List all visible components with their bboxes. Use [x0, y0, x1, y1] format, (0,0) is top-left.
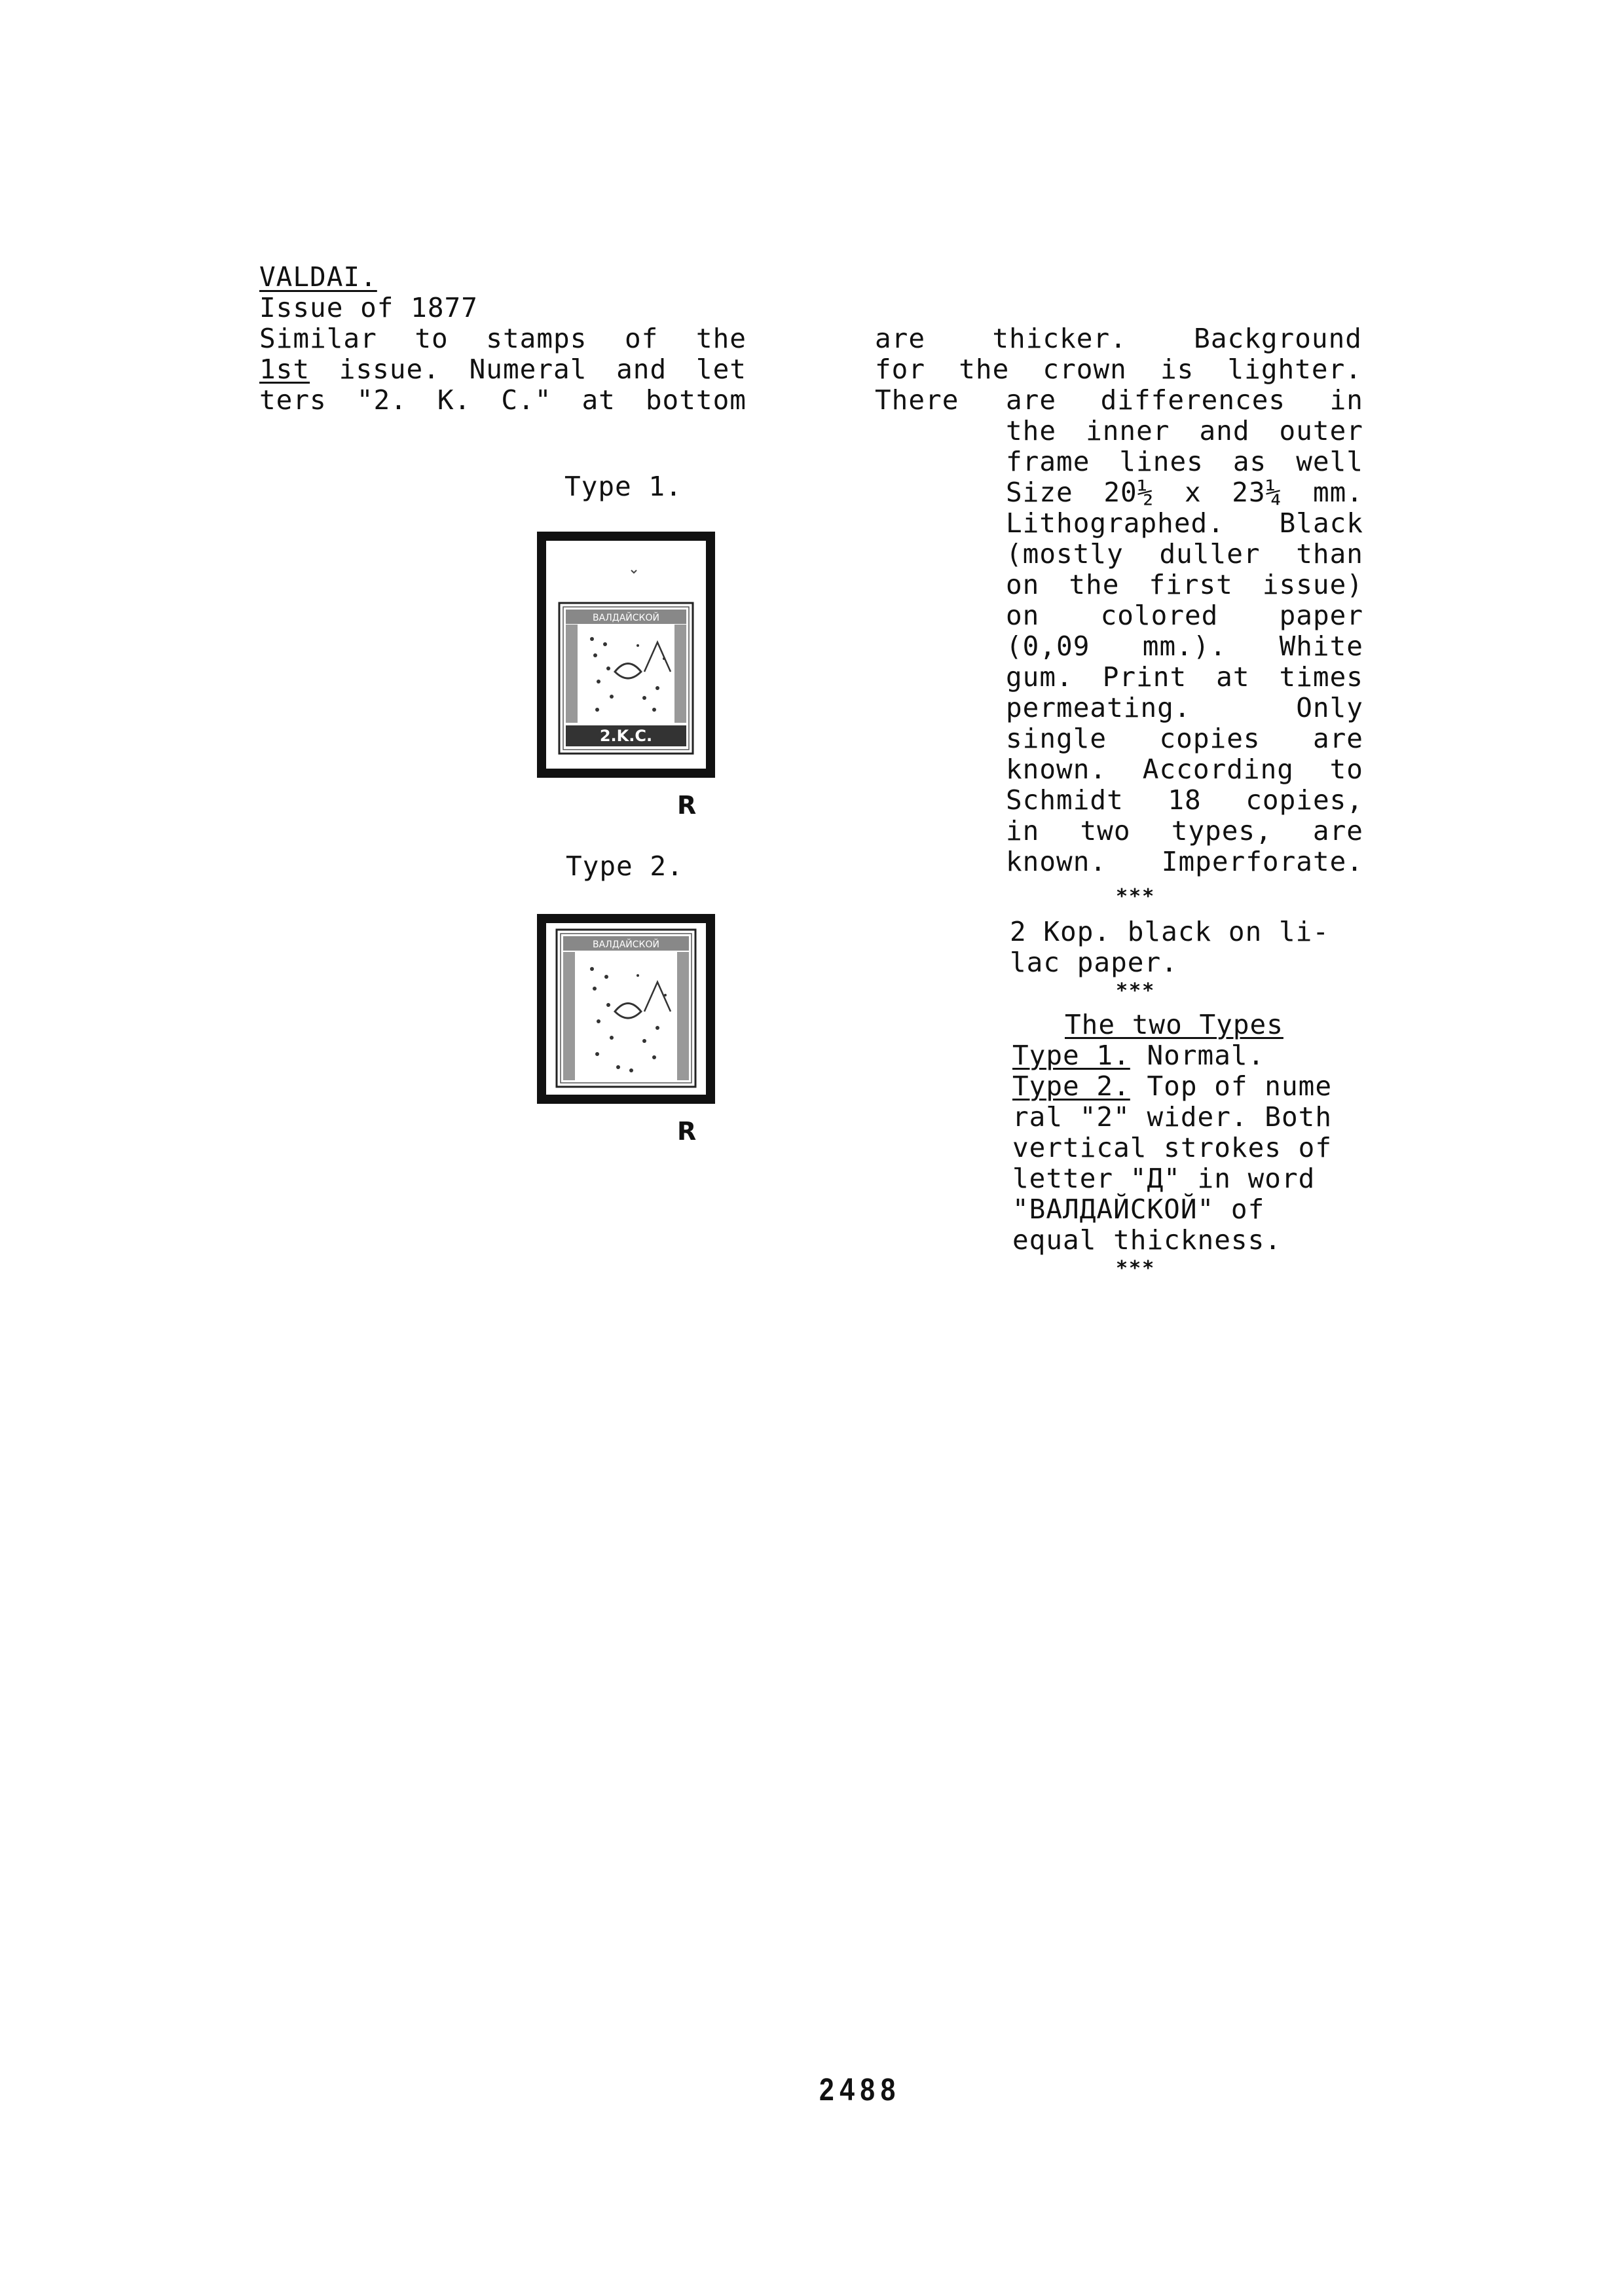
indented-line	[1006, 662, 1363, 693]
word: first	[1149, 569, 1233, 600]
type-2-label: Type 2.	[566, 850, 684, 882]
issue-line: Issue of 1877	[259, 292, 478, 323]
para-line-1	[259, 323, 747, 354]
right-line-1	[875, 323, 1362, 354]
word: well	[1296, 446, 1363, 477]
word: in	[1006, 815, 1040, 847]
type-2-line-5: equal thickness.	[1012, 1224, 1282, 1256]
word: stamps	[486, 323, 587, 354]
word: on	[1006, 600, 1040, 631]
word-underlined: 1st	[259, 354, 310, 385]
word: let	[695, 354, 747, 385]
types-heading: The two Types	[1065, 1009, 1283, 1040]
word: the	[1006, 415, 1057, 446]
left-column	[259, 262, 757, 416]
word: Print	[1102, 661, 1187, 693]
word: crown	[1043, 354, 1127, 385]
page-number: 2488	[819, 2073, 901, 2107]
word: in	[1329, 384, 1363, 416]
word: "2.	[356, 384, 407, 416]
word: two	[1080, 815, 1131, 847]
indented-line	[1006, 723, 1363, 754]
type-1-desc: Normal.	[1130, 1040, 1265, 1071]
word: Imperforate.	[1161, 846, 1363, 877]
indented-line	[1006, 847, 1363, 877]
word: known.	[1006, 846, 1107, 877]
word: are	[1006, 384, 1057, 416]
there-word: There	[875, 384, 959, 416]
svg-text:ВАЛДАЙСКОЙ: ВАЛДАЙСКОЙ	[593, 613, 659, 623]
indented-line	[1006, 631, 1363, 662]
value-line-2: lac paper.	[1010, 947, 1178, 978]
word: Size	[1006, 477, 1073, 508]
word: the	[1069, 569, 1120, 600]
word: on	[1006, 569, 1040, 600]
word: Background	[1194, 323, 1362, 354]
word: issue.	[339, 354, 440, 385]
word: Numeral	[469, 354, 587, 385]
svg-text:ВАЛДАЙСКОЙ: ВАЛДАЙСКОЙ	[593, 939, 659, 950]
separator-stars-3: ***	[1116, 1257, 1156, 1280]
word: Black	[1279, 507, 1363, 539]
indented-line	[1006, 600, 1363, 631]
word: at	[1216, 661, 1250, 693]
indented-line	[1006, 508, 1363, 539]
word: for	[875, 354, 926, 385]
indented-line	[1006, 416, 1363, 446]
type-2-entry	[1012, 1071, 1332, 1102]
type-2-line-2: vertical strokes of	[1012, 1132, 1332, 1163]
stamp-drawing	[546, 923, 706, 1095]
word: x	[1185, 477, 1202, 508]
word: thicker.	[992, 323, 1127, 354]
word: Lithographed.	[1006, 507, 1225, 539]
word: of	[624, 323, 659, 354]
word: single	[1006, 723, 1107, 754]
separator-stars-2: ***	[1116, 979, 1156, 1002]
value-line-1: 2 Kop. black on li-	[1010, 916, 1329, 947]
word: lighter.	[1227, 354, 1362, 385]
indented-line	[1006, 754, 1363, 785]
word: C."	[501, 384, 552, 416]
stamp-image-type-1	[537, 532, 715, 778]
word: outer	[1279, 415, 1363, 446]
word: gum.	[1006, 661, 1073, 693]
separator-stars-1: ***	[1116, 885, 1156, 908]
word: 23¼	[1232, 477, 1283, 508]
word: White	[1279, 630, 1363, 662]
word: duller	[1159, 538, 1261, 570]
word: the	[695, 323, 747, 354]
indented-line	[1006, 539, 1363, 570]
word: ters	[259, 384, 327, 416]
word: colored	[1100, 600, 1219, 631]
word: mm.	[1312, 477, 1363, 508]
para-line-2	[259, 354, 747, 385]
indented-line	[1006, 570, 1363, 600]
word: times	[1279, 661, 1363, 693]
word: 20½	[1103, 477, 1154, 508]
word: than	[1296, 538, 1363, 570]
type-2-line-3: letter "Д" in word	[1012, 1163, 1316, 1194]
rarity-mark-type-2: R	[677, 1117, 697, 1146]
svg-text:2.K.C.: 2.K.C.	[599, 727, 653, 745]
word: Schmidt	[1006, 784, 1124, 816]
type-1-label: Type 1.	[564, 471, 682, 502]
word: to	[1329, 754, 1363, 785]
indented-line	[1006, 385, 1363, 416]
type-2-desc: Top of nume	[1130, 1070, 1333, 1102]
type-2-line-4: "ВАЛДАЙСКОЙ" of	[1012, 1194, 1265, 1225]
word: differences	[1100, 384, 1286, 416]
word: permeating.	[1006, 692, 1191, 723]
word: K.	[437, 384, 471, 416]
word: Similar	[259, 323, 377, 354]
type-2-name: Type 2.	[1012, 1070, 1130, 1102]
word: as	[1232, 446, 1267, 477]
indented-line	[1006, 693, 1363, 723]
word: issue)	[1262, 569, 1363, 600]
word: copies,	[1246, 784, 1363, 816]
type-1-name: Type 1.	[1012, 1040, 1130, 1071]
para-line-3	[259, 385, 747, 416]
word: are	[875, 323, 926, 354]
indented-line	[1006, 785, 1363, 816]
word: According	[1142, 754, 1294, 785]
indented-line	[1006, 446, 1363, 477]
word: Only	[1296, 692, 1363, 723]
word: bottom	[645, 384, 747, 416]
word: lines	[1119, 446, 1204, 477]
indented-line	[1006, 477, 1363, 508]
stamp-image-type-2	[537, 914, 715, 1104]
word: are	[1312, 723, 1363, 754]
word: at	[581, 384, 616, 416]
rarity-mark-type-1: R	[677, 791, 697, 820]
word: frame	[1006, 446, 1090, 477]
section-title: VALDAI.	[259, 261, 377, 293]
word: (0,09	[1006, 630, 1090, 662]
word: and	[1199, 415, 1250, 446]
type-2-line-1: ral "2" wider. Both	[1012, 1101, 1332, 1133]
word: are	[1312, 815, 1363, 847]
right-line-2	[875, 354, 1362, 385]
word: mm.).	[1142, 630, 1227, 662]
word: is	[1160, 354, 1194, 385]
stamp-drawing	[546, 541, 706, 769]
word: 18	[1168, 784, 1202, 816]
type-1-entry	[1012, 1040, 1264, 1071]
word: to	[415, 323, 449, 354]
word: (mostly	[1006, 538, 1124, 570]
word: and	[616, 354, 667, 385]
word: the	[959, 354, 1010, 385]
indented-line	[1006, 816, 1363, 847]
word: known.	[1006, 754, 1107, 785]
word: types,	[1171, 815, 1272, 847]
word: copies	[1159, 723, 1261, 754]
word: inner	[1086, 415, 1170, 446]
word: paper	[1279, 600, 1363, 631]
